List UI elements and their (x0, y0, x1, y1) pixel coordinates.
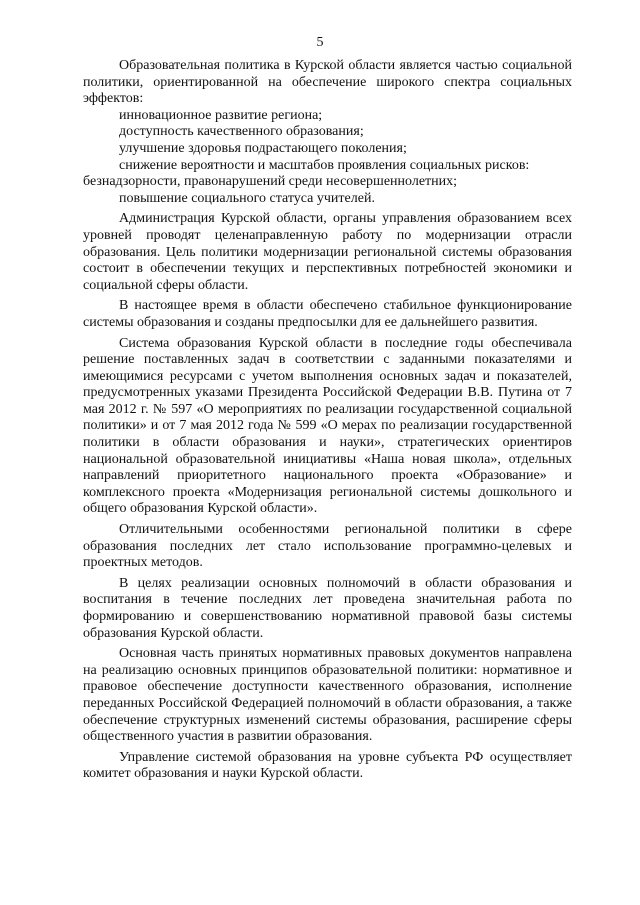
list-item-accessibility: доступность качественного образования; (119, 124, 364, 140)
paragraph-education-policy: Образовательная политика в Курской области является частью социальной политики, ориентированной на обеспечение широкого спектра социальных эффектов: (83, 58, 572, 107)
paragraph-current-state: В настоящее время в области обеспечено стабильное функционирование системы образования и созданы предпосылки для ее дальнейшего развития. (83, 298, 572, 330)
list-item-health: улучшение здоровья подрастающего поколения; (119, 140, 407, 156)
paragraph-legal-base: В целях реализации основных полномочий в области образования и воспитания в течение последних лет проведена значительная работа по формированию и совершенствованию нормативной правовой базы системы образования Курской области. (83, 575, 572, 641)
paragraph-system-results: Система образования Курской области в последние годы обеспечивала решение поставленных задач в соответствии с заданными показателями и имеющимися ресурсами с учетом выполнения основных задач и показателей, предусмотренных указами Президента Российской Федерации В.В. Путина от 7 мая 2012 г. № 597 «О мероприятиях по реализации государственной социальной политики» и от 7 мая 2012 года № 599 «О мерах по реализации государственной политики в области образования и науки», стратегических ориентиров национальной образовательной инициативы «Наша новая школа», отдельных направлений приоритетного национального проекта «Образование» и комплексного проекта «Модернизация региональной системы дошкольного и общего образования Курской области». (83, 335, 572, 517)
paragraph-regional-features: Отличительными особенностями региональной политики в сфере образования последних лет стало использование программно-целевых и проектных методов. (83, 522, 572, 571)
paragraph-normative-documents: Основная часть принятых нормативных правовых документов направлена на реализацию основных принципов образовательной политики: нормативное и правовое обеспечение доступности качественного образования, исполнение переданных Российской Федерацией полномочий в области образования, а также обеспечение структурных изменений системы образования, расширение сферы общественного участия в развитии образования. (83, 646, 572, 745)
page-number: 5 (316, 35, 324, 50)
list-item-innovation: инновационное развитие региона; (119, 107, 323, 123)
list-item-social-risks: снижение вероятности и масштабов проявления социальных рисков: безнадзорности, правонарушений среди несовершеннолетних; (83, 157, 530, 190)
document-text (83, 58, 572, 787)
list-item-teacher-status: повышение социального статуса учителей. (119, 190, 375, 206)
paragraph-administration: Администрация Курской области, органы управления образованием всех уровней проводят целенаправленную работу по модернизации отрасли образования. Цель политики модернизации региональной системы образования состоит в обеспечении текущих и перспективных потребностей экономики и социальной сферы области. (83, 211, 572, 293)
paragraph-management: Управление системой образования на уровне субъекта РФ осуществляет комитет образования и науки Курской области. (83, 749, 572, 782)
social-effects-list (83, 108, 572, 208)
